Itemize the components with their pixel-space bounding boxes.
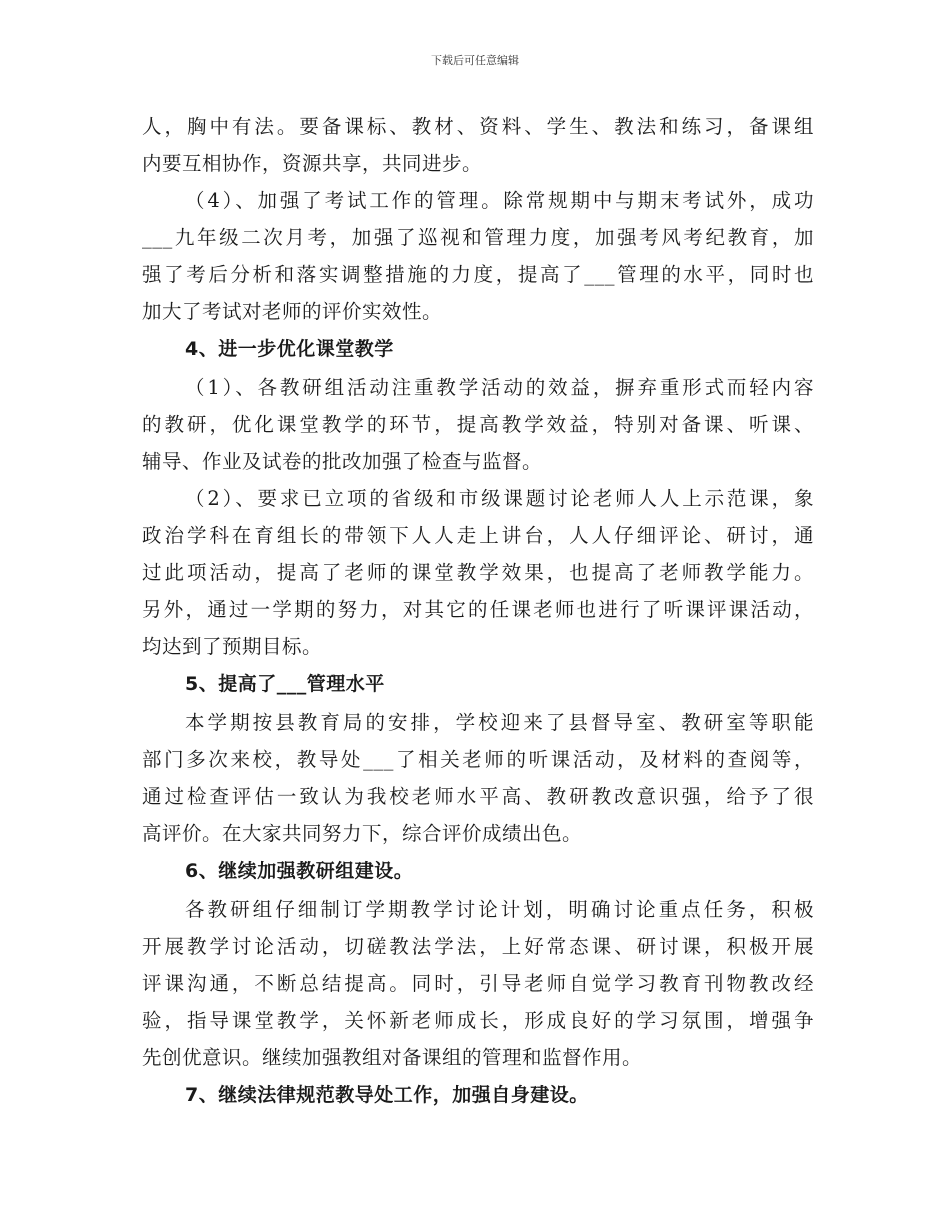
section-heading: 4、进一步优化课堂教学 (185, 338, 394, 360)
paragraph-line: （2）、要求已立项的省级和市级课题讨论老师人人上示范课，象 (185, 487, 814, 510)
paragraph-line: 开展教学讨论活动，切磋教法学法，上好常态课、研讨课，积极开展 (142, 935, 814, 958)
paragraph-line: 另外，通过一学期的努力，对其它的任课老师也进行了听课评课活动， (142, 598, 814, 621)
paragraph-line: 本学期按县教育局的安排，学校迎来了县督导室、教研室等职能 (185, 711, 814, 734)
paragraph-line: （1）、各教研组活动注重教学活动的效益，摒弃重形式而轻内容 (185, 376, 814, 399)
section-heading: 5、提高了___管理水平 (185, 673, 385, 695)
paragraph-line: 部门多次来校，教导处___了相关老师的听课活动，及材料的查阅等， (142, 748, 814, 771)
paragraph-line: 加大了考试对老师的评价实效性。 (142, 300, 443, 323)
paragraph-line: 高评价。在大家共同努力下，综合评价成绩出色。 (142, 822, 583, 845)
paragraph-line: 通过检查评估一致认为我校老师水平高、教研教改意识强，给予了很 (142, 785, 814, 808)
paragraph-line: 先创优意识。继续加强教组对备课组的管理和监督作用。 (142, 1046, 643, 1069)
paragraph-line: 验，指导课堂教学，关怀新老师成长，形成良好的学习氛围，增强争 (142, 1009, 814, 1032)
paragraph-line: 均达到了预期目标。 (142, 635, 323, 658)
paragraph-line: 辅导、作业及试卷的批改加强了检查与监督。 (142, 450, 543, 473)
paragraph-line: 人，胸中有法。要备课标、教材、资料、学生、教法和练习，备课组 (142, 115, 814, 138)
page-header: 下载后可任意编辑 (431, 54, 519, 67)
paragraph-line: （4）、加强了考试工作的管理。除常规期中与期末考试外，成功 (185, 189, 814, 212)
section-heading: 6、继续加强教研组建设。 (185, 860, 414, 882)
section-heading: 7、继续法律规范教导处工作，加强自身建设。 (185, 1084, 589, 1106)
paragraph-line: 的教研，优化课堂教学的环节，提高教学效益，特别对备课、听课、 (142, 413, 814, 436)
document-body (142, 108, 814, 1115)
paragraph-line: 过此项活动，提高了老师的课堂教学效果，也提高了老师教学能力。 (142, 561, 814, 584)
paragraph-line: 政治学科在育组长的带领下人人走上讲台，人人仔细评论、研讨，通 (142, 524, 814, 547)
paragraph-line: ___九年级二次月考，加强了巡视和管理力度，加强考风考纪教育，加 (142, 226, 814, 249)
paragraph-line: 各教研组仔细制订学期教学讨论计划，明确讨论重点任务，积极 (185, 898, 814, 921)
paragraph-line: 评课沟通，不断总结提高。同时，引导老师自觉学习教育刊物教改经 (142, 972, 814, 995)
paragraph-line: 内要互相协作，资源共享，共同进步。 (142, 152, 483, 175)
paragraph-line: 强了考后分析和落实调整措施的力度，提高了___管理的水平，同时也 (142, 263, 814, 286)
